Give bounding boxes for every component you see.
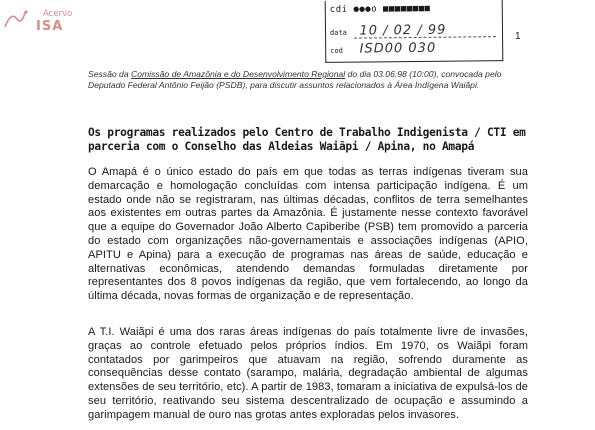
acervo-isa-logo	[3, 3, 73, 34]
paragraph-2: A T.I. Waiãpi é uma dos raras áreas indígenas do país totalmente livre de invasões, graças ao controle efetuado pelos próprios índios. Em 1970, os Waiãpi foram contatados por garimpeiros que atuavam na região, sofrendo duramente as consequências desse contato (sarampo, malária, degradação ambiental de algumas extensões de seu território, etc). A partir de 1983, tomaram a iniciativa de expulsá-los de seu território, reativando seu sistema descentralizado de ocupação e assumindo a garimpagem manual de ouro nas grotas antes exploradas pelos invasores.	[88, 326, 528, 421]
page-number: 1	[515, 31, 521, 42]
session-note-part1: Sessão da	[88, 69, 131, 79]
stamp-date-label: data	[329, 28, 347, 37]
archive-stamp	[325, 0, 504, 63]
logo-line1: Acervo	[43, 9, 73, 19]
stamp-divider	[354, 36, 496, 38]
session-note-committee: Comissão de Amazônia e do Desenvolvimento Regional	[131, 69, 346, 79]
paragraph-1: O Amapá é o único estado do país em que todas as terras indígenas tiveram sua demarcação e homologação concluídas com intensa participação indígena. É um estado onde não se registraram, nas últimas décadas, conflitos de terra semelhantes aos existentes em outras partes da Amazônia. É justamente nesse contexto favorável que a equipe do Governador João Alberto Capiberibe (PSB) tem promovido a parceria do estado com organizações não-governamentais e associações indígenas (APIO, APITU e Apina) para a execução de programas nas áreas de saúde, educação e alternativas econômicas, atendendo demandas formuladas diretamente por representantes dos 8 povos indígenas da região, que vem fortalecendo, ao longo da última década, novas formas de organização e de representação.	[88, 166, 528, 303]
document-title: Os programas realizados pelo Centro de Trabalho Indigenista / CTI em parceria com o Conselho das Aldeias Waiãpi / Apina, no Amapá	[88, 126, 526, 153]
logo-mark-icon	[5, 13, 25, 27]
session-note	[88, 69, 528, 90]
stamp-code-row	[330, 41, 436, 57]
stamp-header: cdi ●●●o ■■■■■■■■	[329, 3, 431, 15]
logo-line2: ISA	[36, 19, 64, 34]
stamp-code-label: cod	[330, 46, 343, 55]
stamp-code-value: ISD00 030	[359, 40, 437, 57]
stamp-date-value: 10 / 02 / 99	[359, 22, 447, 39]
session-note-part2: do dia 03.06.98 (10:00), convocada pelo Deputado Federal Antônio Feijão (PSDB), para discutir assuntos relacionados à Área Indígena Waiãpi.	[88, 69, 502, 90]
